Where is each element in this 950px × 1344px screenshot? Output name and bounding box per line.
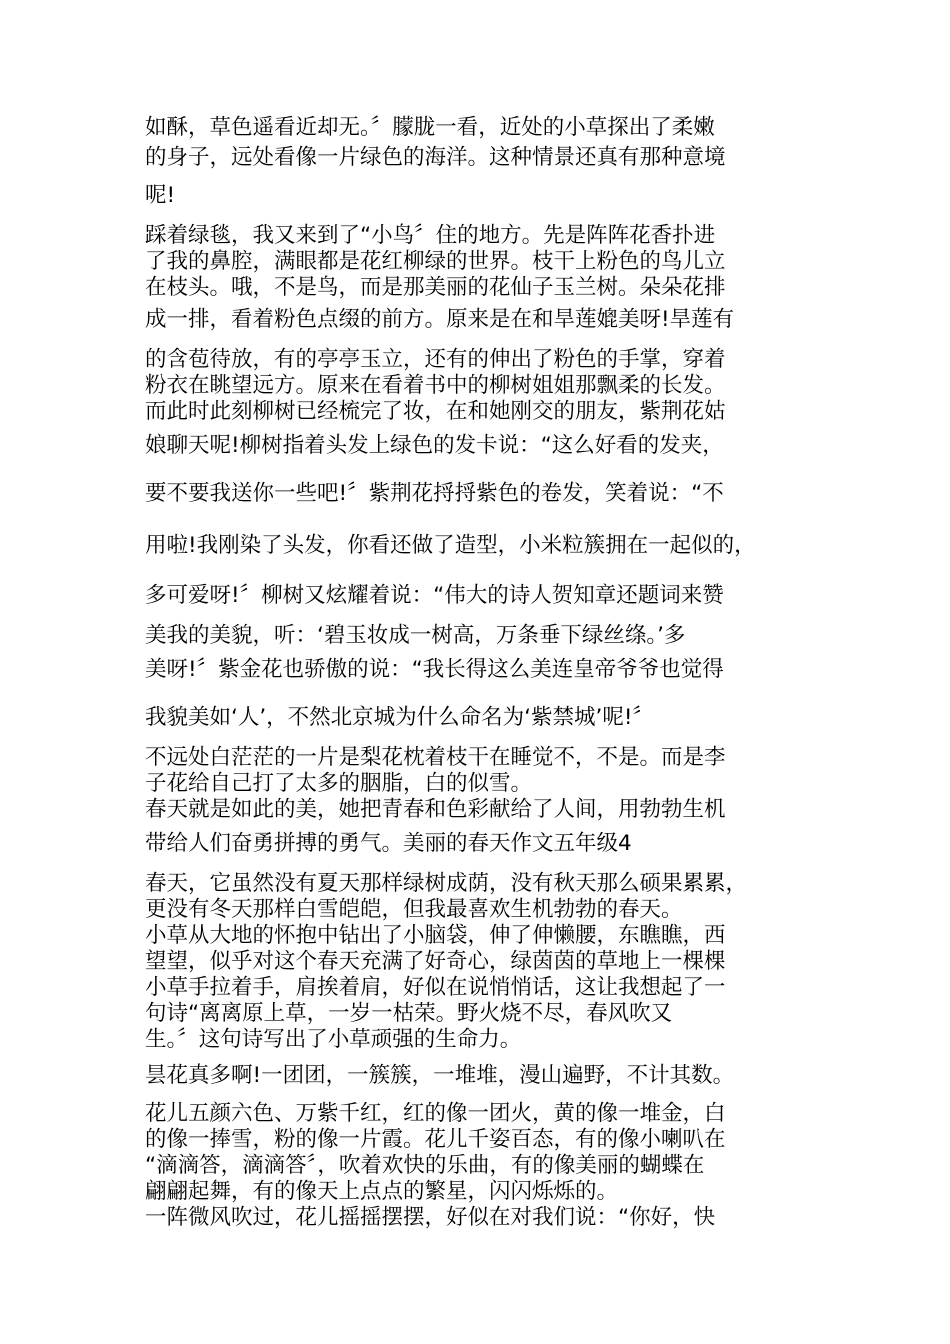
text-line: 呢!	[145, 183, 176, 208]
text-line: 的像一捧雪，粉的像一片霞。花儿千姿百态，有的像小喇叭在	[145, 1127, 726, 1152]
text-line: 的身子，远处看像一片绿色的海洋。这种情景还真有那种意境	[145, 145, 726, 170]
text-line: 要不要我送你一些吧!〞紫荆花捋捋紫色的卷发，笑着说：“不	[145, 481, 724, 506]
text-line: 翩翩起舞，有的像天上点点的繁星，闪闪烁烁的。	[145, 1179, 619, 1204]
text-line: 春天就是如此的美，她把青春和色彩献给了人间，用勃勃生机	[145, 797, 726, 822]
text-line: 小草从大地的怀抱中钻出了小脑袋，伸了伸懒腰，东瞧瞧，西	[145, 923, 726, 948]
text-line: 娘聊天呢!柳树指着头发上绿色的发卡说：“这么好看的发夹，	[145, 433, 724, 458]
text-line: 而此时此刻柳树已经梳完了妆，在和她刚交的朋友，紫荆花姑	[145, 399, 726, 424]
text-line: 生。〞这句诗写出了小草顽强的生命力。	[145, 1027, 522, 1052]
text-line: 一阵微风吹过，花儿摇摇摆摆，好似在对我们说：“你好，快	[145, 1205, 716, 1230]
text-line: 如酥，草色遥看近却无。〞朦胧一看，近处的小草探出了柔嫩	[145, 115, 715, 140]
text-line: 望望，似乎对这个春天充满了好奇心，绿茵茵的草地上一棵棵	[145, 949, 726, 974]
text-line: 花儿五颜六色、万紫千红，红的像一团火，黄的像一堆金，白	[145, 1101, 726, 1126]
text-line: 小草手拉着手，肩挨着肩，好似在说悄悄话，这让我想起了一	[145, 975, 726, 1000]
text-line: 美呀!〞紫金花也骄傲的说：“我长得这么美连皇帝爷爷也觉得	[145, 657, 724, 682]
text-line: 昙花真多啊!一团团，一簇簇，一堆堆，漫山遍野，不计其数。	[145, 1063, 735, 1088]
text-line: 句诗“离离原上草，一岁一枯荣。野火烧不尽，春风吹又	[145, 1001, 673, 1026]
text-line: 成一排，看着粉色点缀的前方。原来是在和旱莲媲美呀!旱莲有	[145, 307, 735, 332]
text-line: 不远处白茫茫的一片是梨花枕着枝干在睡觉不，不是。而是李	[145, 745, 726, 770]
text-line: 春天，它虽然没有夏天那样绿树成荫，没有秋天那么硕果累累，	[145, 871, 748, 896]
text-line: 踩着绿毯，我又来到了“小鸟〞住的地方。先是阵阵花香扑进	[145, 223, 716, 248]
text-line: 带给人们奋勇拼搏的勇气。美丽的春天作文五年级4	[145, 831, 632, 856]
text-line: 用啦!我刚染了头发，你看还做了造型，小米粒簇拥在一起似的，	[145, 533, 756, 558]
text-line: 我貌美如‘人’，不然北京城为什么命名为‘紫禁城’呢!〞	[145, 705, 654, 730]
text-line: 粉衣在眺望远方。原来在看着书中的柳树姐姐那飘柔的长发。	[145, 373, 726, 398]
text-line: 在枝头。哦，不是鸟，而是那美丽的花仙子玉兰树。朵朵花排	[145, 275, 726, 300]
text-line: 的含苞待放，有的亭亭玉立，还有的伸出了粉色的手掌，穿着	[145, 347, 726, 372]
text-line: 了我的鼻腔，满眼都是花红柳绿的世界。枝干上粉色的鸟儿立	[145, 249, 726, 274]
text-line: 更没有冬天那样白雪皑皑，但我最喜欢生机勃勃的春天。	[145, 897, 683, 922]
text-line: 多可爱呀!〞柳树又炫耀着说：“伟大的诗人贺知章还题词来赞	[145, 583, 724, 608]
text-line: “滴滴答，滴滴答〞，吹着欢快的乐曲，有的像美丽的蝴蝶在	[145, 1153, 705, 1178]
text-line: 美我的美貌，听：‘碧玉妆成一树高，万条垂下绿丝绦。’多	[145, 623, 686, 648]
text-line: 子花给自己打了太多的胭脂，白的似雪。	[145, 771, 533, 796]
